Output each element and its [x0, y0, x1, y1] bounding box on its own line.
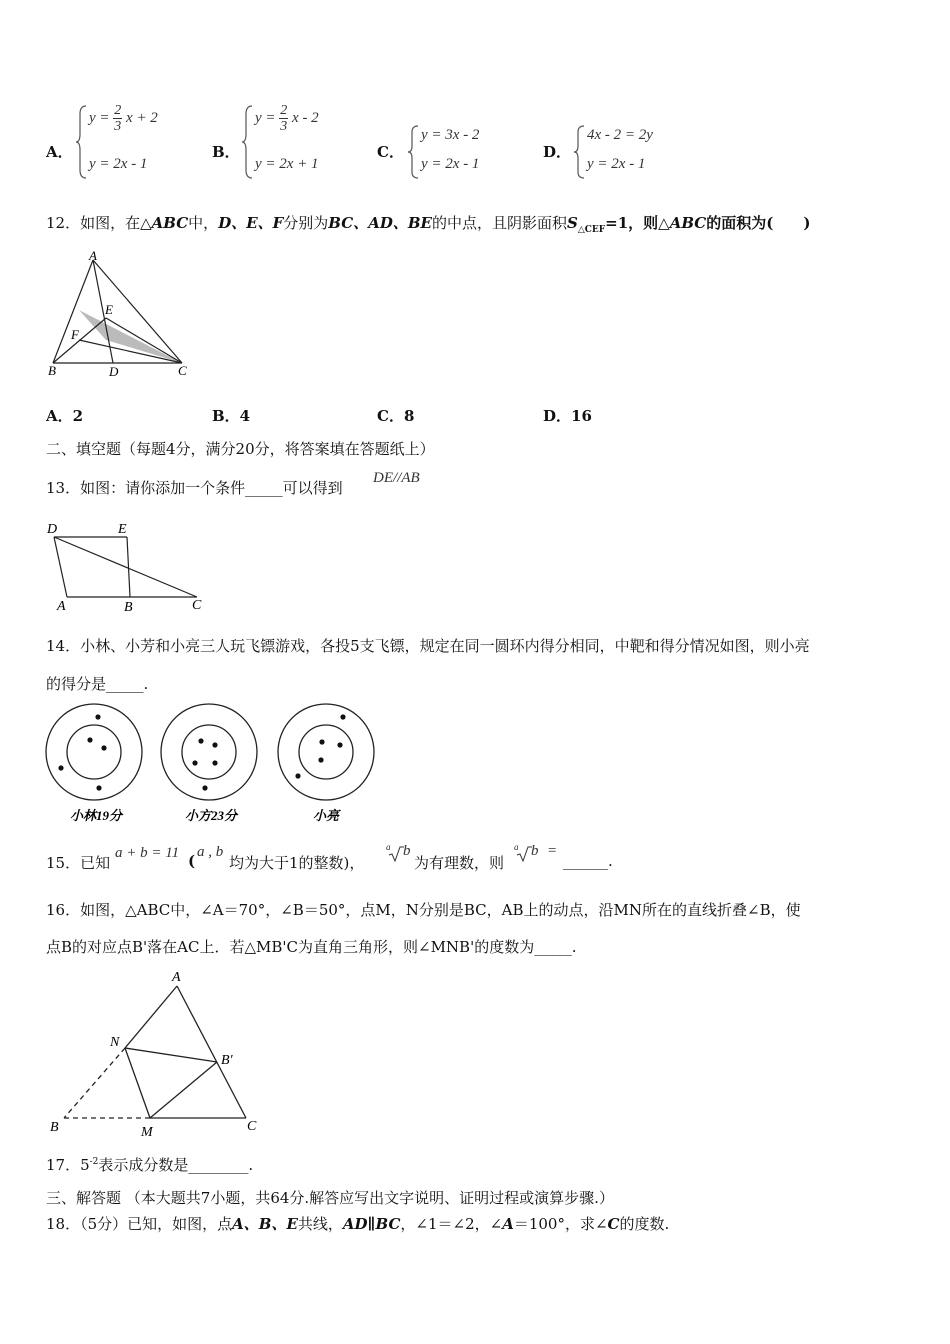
radical-icon [516, 846, 532, 862]
q11-option-a-label: A． [46, 143, 73, 161]
q15-mid2: 为有理数，则 [414, 854, 505, 872]
q15-blank: ______. [563, 852, 613, 870]
q16-line2: 点B的对应点B'落在AC上．若△MB'C为直角三角形，则∠MNB'的度数为_____. [46, 938, 577, 956]
q16-fold-figure [44, 964, 274, 1144]
point-b-label: B [50, 1120, 59, 1135]
q13-question: 13．如图：请你添加一个条件_____可以得到 [46, 479, 343, 497]
point-a-label: A [172, 970, 181, 985]
q17-question: 17．$5^{-2}$表示成分数是________. [46, 1156, 254, 1174]
point-c-label: C [192, 598, 202, 613]
q18-question: 18．（5分）已知，如图，点A、B、E共线，AD∥BC，∠1＝∠2，∠A＝100°，求∠C的度数. [46, 1215, 670, 1233]
q14-targets-figure [42, 700, 382, 828]
brace-icon [574, 124, 586, 180]
q15-vars: a , b [197, 844, 224, 860]
brace-icon [408, 124, 420, 180]
point-a-label: A [89, 250, 97, 263]
target-caption-xiaoliang: 小亮 [313, 808, 340, 823]
q12-option-c: C．8 [377, 407, 415, 425]
q14-line2: 的得分是_____. [46, 675, 149, 693]
point-m-label: M [141, 1125, 153, 1140]
target-xiaolin [46, 704, 142, 823]
q12-question: 12．如图，在△ABC中，D、E、F分别为BC、AD、BE的中点，且阴影面积$S_{\triangle CEF}=1$，则△ABC的面积为( ) [46, 214, 811, 235]
section-2-heading: 二、填空题（每题4分，满分20分，将答案填在答题纸上） [46, 440, 435, 458]
section-3-heading: 三、解答题 （本大题共7小题，共64分.解答应写出文字说明、证明过程或演算步骤.） [46, 1189, 614, 1207]
point-b-label: B [124, 600, 133, 615]
q12-triangle-figure [44, 250, 194, 380]
q12-option-a: A．2 [46, 407, 84, 425]
target-caption-xiaofang: 小方23分 [185, 808, 238, 823]
point-d-label: D [109, 364, 119, 379]
q15-paren: ( [188, 852, 196, 870]
target-xiaofang [161, 704, 257, 823]
q11-option-c-label: C． [377, 143, 404, 161]
point-n-label: N [110, 1035, 120, 1050]
point-b-label: B [48, 363, 56, 378]
brace-icon [76, 104, 88, 180]
point-e-label: E [105, 302, 113, 317]
point-c-label: C [247, 1119, 257, 1134]
target-xiaoliang [278, 704, 374, 823]
q15-eq: a + b = 11 [115, 845, 180, 861]
point-b-prime-label: B′ [221, 1053, 233, 1068]
point-d-label: D [47, 522, 58, 537]
q11-d-line1: 4x - 2 = 2y [587, 127, 653, 143]
target-caption-xiaolin: 小林19分 [70, 808, 123, 823]
q13-formula: DE//AB [373, 470, 420, 486]
q11-b-line1: y = $\frac{2}{3}$ x - 2 [255, 103, 319, 134]
q11-a-line2: y = 2x - 1 [89, 156, 148, 172]
brace-icon [242, 104, 254, 180]
q12-option-d: D．16 [543, 407, 592, 425]
q11-c-line2: y = 2x - 1 [421, 156, 480, 172]
point-c-label: C [178, 363, 187, 378]
q11-option-b-label: B． [212, 143, 240, 161]
q11-a-line1: y = $\frac{2}{3}$ x + 2 [89, 103, 158, 134]
q12-option-b: B．4 [212, 407, 251, 425]
q15-mid: 均为大于1的整数)， [229, 854, 365, 872]
q11-d-line2: y = 2x - 1 [587, 156, 646, 172]
q16-line1: 16．如图，△ABC中，∠A＝70°，∠B＝50°，点M，N分别是BC，AB上的动点，沿MN所在的直线折叠∠B，使 [46, 901, 801, 919]
q11-b-line2: y = 2x + 1 [255, 156, 319, 172]
point-e-label: E [118, 522, 127, 537]
q13-parallelogram-figure [42, 516, 222, 616]
point-f-label: F [71, 327, 79, 342]
point-a-label: A [57, 599, 66, 614]
q11-c-line1: y = 3x - 2 [421, 127, 480, 143]
q15-pre: 15．已知 [46, 854, 111, 872]
q11-option-d-label: D． [543, 143, 572, 161]
shaded-triangle-cef [79, 310, 182, 363]
radical-icon [388, 846, 404, 862]
q14-line1: 14．小林、小芳和小亮三人玩飞镖游戏，各投5支飞镖，规定在同一圆环内得分相同，中靶和得分情况如图，则小亮 [46, 637, 810, 655]
